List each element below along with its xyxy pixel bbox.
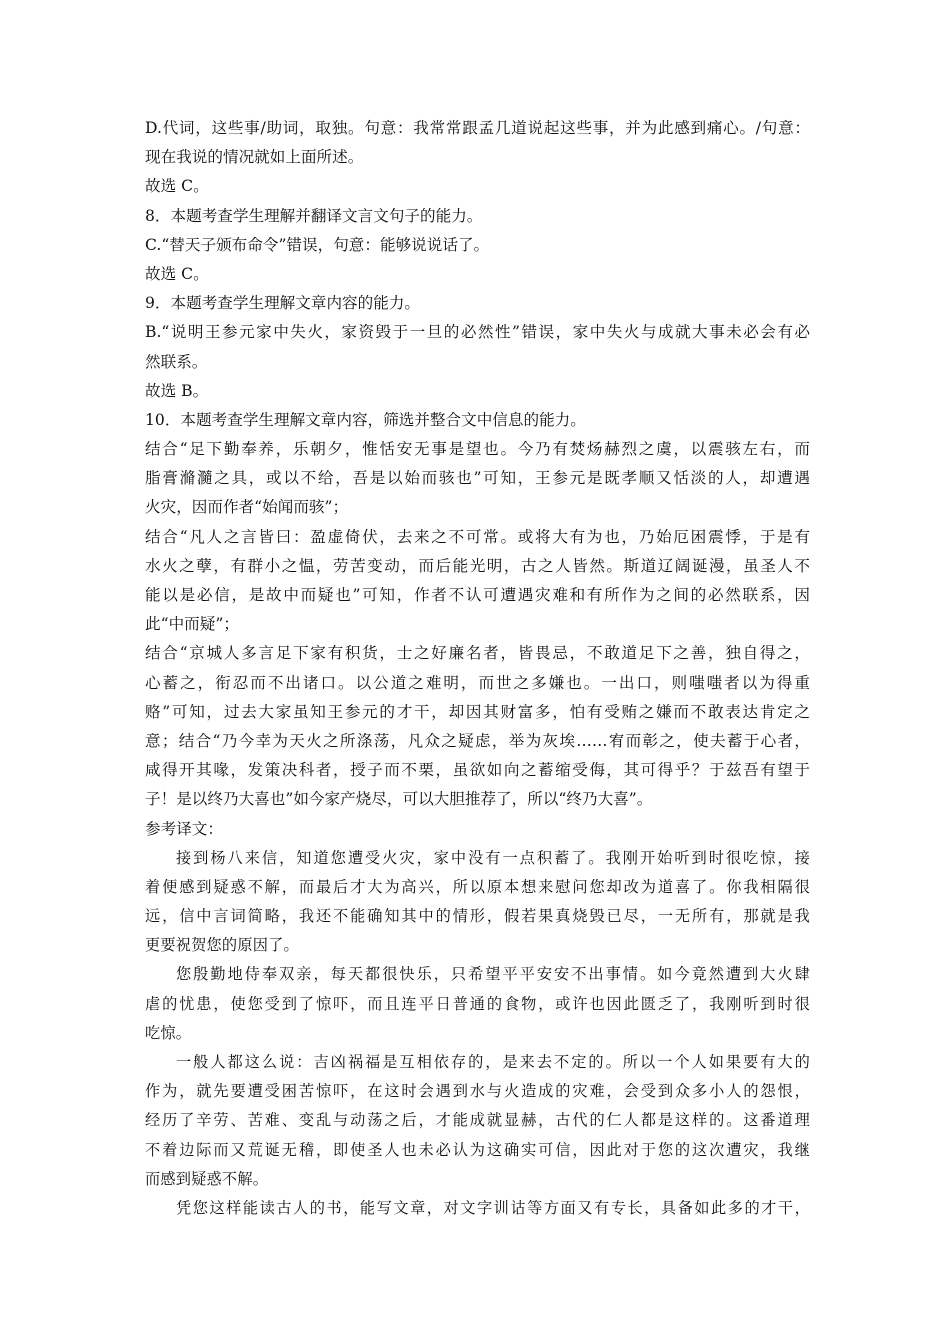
translation-line: 经历了辛劳、苦难、变乱与动荡之后，才能成就显赫，古代的仁人都是这样的。这番道理 <box>145 1111 810 1130</box>
translation-line: 吃惊。 <box>145 1023 192 1042</box>
translation-line: 远，信中言词简略，我还不能确知其中的情形，假若果真烧毁已尽，一无所有，那就是我 <box>145 907 810 926</box>
text-line: 结合“足下勤奉养，乐朝夕，惟恬安无事是望也。今乃有焚炀赫烈之虞，以震骇左右，而 <box>145 440 810 459</box>
translation-line: 一般人都这么说：吉凶祸福是互相依存的，是来去不定的。所以一个人如果要有大的 <box>176 1053 810 1071</box>
question-8-heading: 8．本题考查学生理解并翻译文言文句子的能力。 <box>145 206 483 225</box>
document-body <box>145 114 810 1223</box>
text-line: 然联系。 <box>145 352 208 371</box>
text-line: 能以是必信，是故中而疑也”可知，作者不认可遭遇灾难和有所作为之间的必然联系，因 <box>145 586 810 604</box>
text-line: C.“替天子颁布命令”错误，句意：能够说说话了。 <box>145 235 490 254</box>
text-line: 赂”可知，过去大家虽知王参元的才干，却因其财富多，怕有受贿之嫌而不敢表达肯定之 <box>145 702 810 721</box>
translation-line: 接到杨八来信，知道您遭受火灾，家中没有一点积蓄了。我刚开始听到时很吃惊，接 <box>176 848 810 867</box>
translation-line: 更要祝贺您的原因了。 <box>145 936 299 955</box>
text-line: 水火之孽，有群小之愠，劳苦变动，而后能光明，古之人皆然。斯道辽阔诞漫，虽圣人不 <box>145 556 810 575</box>
text-line: 故选 C。 <box>145 177 209 196</box>
text-line: B.“说明王参元家中失火，家资毁于一旦的必然性”错误，家中失火与成就大事未必会有必 <box>145 323 810 342</box>
text-line: 现在我说的情况就如上面所述。 <box>145 148 364 167</box>
question-10-heading: 10．本题考查学生理解文章内容，筛选并整合文中信息的能力。 <box>145 410 586 429</box>
translation-line: 您殷勤地侍奉双亲，每天都很快乐，只希望平平安安不出事情。如今竟然遭到大火肆 <box>176 965 810 984</box>
text-line: D.代词，这些事/助词，取独。句意：我常常跟孟几道说起这些事，并为此感到痛心。/句意： <box>145 119 810 137</box>
text-line: 结合“凡人之言皆曰：盈虚倚伏，去来之不可常。或将大有为也，乃始厄困震悸，于是有 <box>145 527 810 546</box>
text-line: 心蓄之，衔忍而不出诸口。以公道之难明，而世之多嫌也。一出口，则嗤嗤者以为得重 <box>145 673 810 692</box>
text-line: 火灾，因而作者“始闻而骇”； <box>145 498 349 517</box>
text-line: 故选 B。 <box>145 381 209 400</box>
text-line: 意；结合“乃今幸为天火之所涤荡，凡众之疑虑，举为灰埃……宥而彰之，使夫蓄于心者， <box>145 731 810 750</box>
text-line: 子！是以终乃大喜也”如今家产烧尽，可以大胆推荐了，所以“终乃大喜”。 <box>145 790 653 809</box>
text-line: 此“中而疑”； <box>145 615 239 634</box>
question-9-heading: 9．本题考查学生理解文章内容的能力。 <box>145 294 421 313</box>
translation-line: 而感到疑惑不解。 <box>145 1169 269 1188</box>
translation-heading: 参考译文： <box>145 819 223 838</box>
text-line: 咸得开其喙，发策决科者，授子而不栗，虽欲如向之蓄缩受侮，其可得乎？于兹吾有望于 <box>145 761 810 780</box>
translation-block <box>145 844 810 1223</box>
text-line: 结合“京城人多言足下家有积货，士之好廉名者，皆畏忌，不敢道足下之善，独自得之， <box>145 644 810 663</box>
text-line: 故选 C。 <box>145 264 209 283</box>
translation-line: 凭您这样能读古人的书，能写文章，对文字训诂等方面又有专长，具备如此多的才干， <box>176 1198 810 1217</box>
translation-line: 作为，就先要遭受困苦惊吓，在这时会遇到水与火造成的灾难，会受到众多小人的怨恨， <box>145 1082 810 1101</box>
translation-line: 虐的忧患，使您受到了惊吓，而且连平日普通的食物，或许也因此匮乏了，我刚听到时很 <box>145 994 810 1013</box>
text-line: 脂膏滫瀡之具，或以不给，吾是以始而骇也”可知，王参元是既孝顺又恬淡的人，却遭遇 <box>145 469 810 488</box>
translation-line: 不着边际而又荒诞无稽，即使圣人也未必认为这确实可信，因此对于您的这次遭灾，我继 <box>145 1140 810 1159</box>
translation-line: 着便感到疑惑不解，而最后才大为高兴，所以原本想来慰问您却改为道喜了。你我相隔很 <box>145 877 810 896</box>
